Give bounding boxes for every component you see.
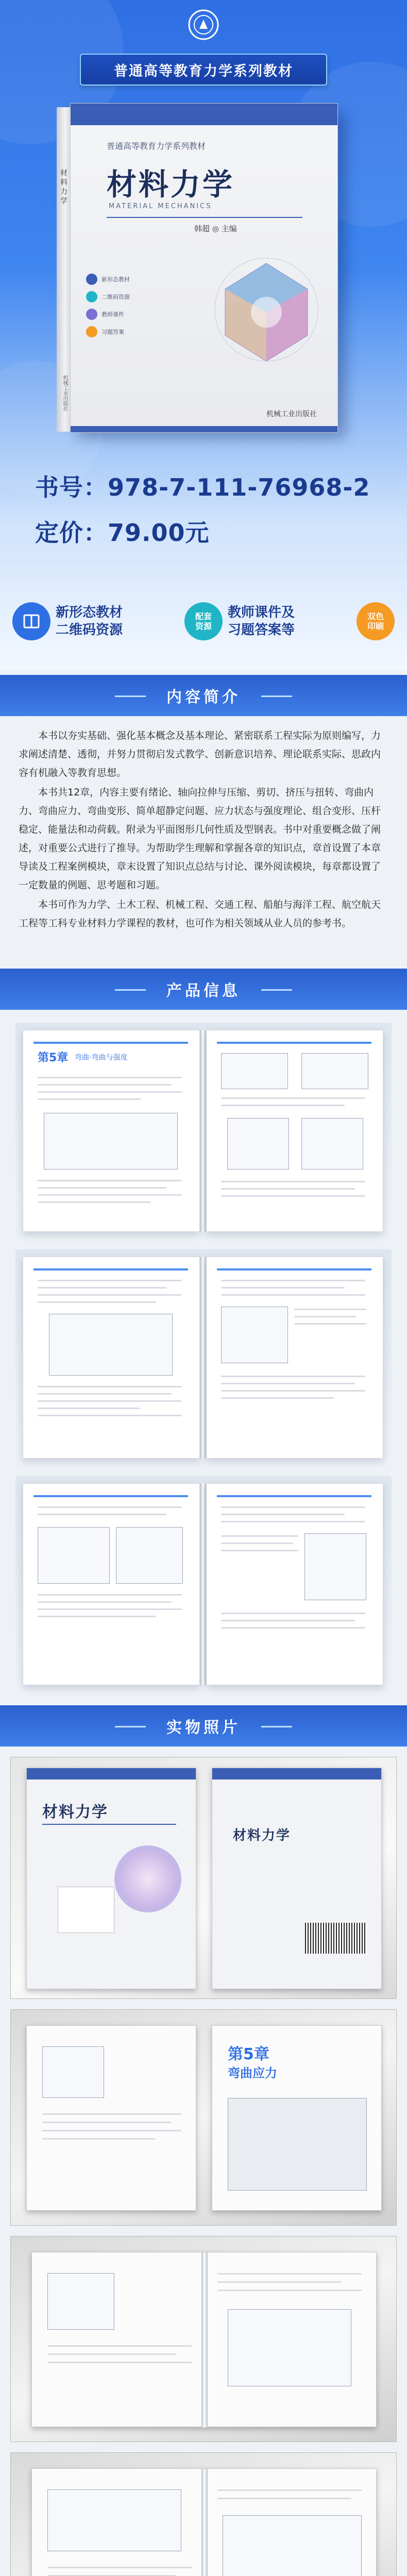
feature-two-color bbox=[357, 602, 395, 640]
photo-section-header bbox=[0, 1705, 407, 1747]
feature-row bbox=[12, 587, 395, 655]
figure-illustration bbox=[49, 1314, 173, 1376]
photo-covers bbox=[10, 1757, 397, 1999]
page-spread-2 bbox=[15, 1249, 392, 1466]
resource-icon bbox=[86, 291, 97, 302]
photo-section-title: 实物照片 bbox=[146, 1715, 261, 1737]
product-section-title: 产品信息 bbox=[146, 978, 261, 1001]
cover-author: 韩超 ◎ 主编 bbox=[194, 224, 237, 233]
page-spread-1 bbox=[15, 1023, 392, 1239]
spread-page-right bbox=[206, 1483, 383, 1685]
photo-inner-pages-2 bbox=[10, 2236, 397, 2442]
spread-page-left bbox=[23, 1257, 200, 1459]
spread-page-right bbox=[206, 1257, 383, 1459]
book-icon bbox=[12, 602, 50, 640]
cover-title: 材料力学 bbox=[107, 167, 235, 202]
book-cover-image bbox=[57, 103, 350, 440]
cover-art bbox=[114, 1845, 181, 1912]
photo-front-cover bbox=[26, 1768, 196, 1989]
series-banner: 普通高等教育力学系列教材 bbox=[80, 54, 327, 86]
resource-badge: 配套 资源 bbox=[184, 602, 223, 640]
publisher-logo-icon bbox=[187, 8, 220, 41]
photo-open-book bbox=[31, 2252, 377, 2427]
photo-page bbox=[26, 2025, 196, 2211]
cover-art-polyhedron bbox=[199, 248, 333, 371]
spread-page-left bbox=[23, 1483, 200, 1685]
figure-illustration bbox=[44, 1113, 178, 1170]
intro-body bbox=[19, 726, 388, 934]
chapter-subtitle: 弯曲·弯曲与强度 bbox=[75, 1054, 128, 1062]
page-spread-3 bbox=[15, 1476, 392, 1692]
product-section-header bbox=[0, 969, 407, 1010]
intro-paragraph: 本书以夯实基础、强化基本概念及基本理论、紧密联系工程实际为原则编写，力求阐述清楚、透彻，并努力贯彻启发式教学、创新意识培养、理论联系实际、思政内容有机融入等教育思想。 bbox=[19, 730, 381, 778]
spine-title: 材料力学 bbox=[59, 169, 67, 206]
cover-subtitle: MATERIAL MECHANICS bbox=[109, 202, 212, 210]
book-cover-front bbox=[70, 103, 338, 433]
cover-publisher: 机械工业出版社 bbox=[266, 410, 317, 418]
cover-feature-icons: 新形态教材 二维码资源 教师课件 习题答案 bbox=[86, 274, 179, 344]
intro-paragraph: 本书可作为力学、土木工程、机械工程、交通工程、船舶与海洋工程、航空航天工程等工科专业材料力学课程的教材，也可作为相关领域从业人员的参考书。 bbox=[19, 899, 381, 929]
slides-icon bbox=[86, 309, 97, 320]
spread-page-left bbox=[23, 1030, 200, 1232]
isbn: 书号：978-7-111-76968-2 bbox=[35, 473, 370, 501]
price: 定价：79.00元 bbox=[35, 519, 210, 547]
spine-publisher: 机械工业出版社 bbox=[62, 375, 67, 411]
photo-cover-title: 材料力学 bbox=[42, 1803, 108, 1821]
cover-series: 普通高等教育力学系列教材 bbox=[107, 141, 206, 151]
photo-inner-pages-1 bbox=[10, 2009, 397, 2226]
photo-chapter-subtitle: 弯曲应力 bbox=[228, 2066, 277, 2080]
intro-section-title: 内容简介 bbox=[146, 684, 261, 707]
book-info bbox=[35, 469, 370, 548]
photo-back-cover bbox=[212, 1768, 382, 1989]
feature-resources: 配套 资源 教师课件及 习题答案等 bbox=[184, 602, 295, 640]
photo-chapter-title: 第5章 bbox=[228, 2045, 269, 2063]
portrait-figure bbox=[304, 1533, 366, 1600]
intro-paragraph: 本书共12章，内容主要有绪论、轴向拉伸与压缩、剪切、挤压与扭转、弯曲内力、弯曲应力、弯曲变形、简单超静定问题、应力状态与强度理论、组合变形、压杆稳定、能量法和动荷载。附录为平面图形几何性质及型钢表。书中对重要概念做了阐述，对重要公式进行了推导。为帮助学生理解和掌握各章的知识点，章首设置了本章导读及工程案例模块，章末设置了知识点总结与讨论、课外阅读模块，每章都设置了一定数量的例题、思考题和习题。 bbox=[19, 787, 381, 891]
two-color-badge: 双色 印刷 bbox=[357, 602, 395, 640]
figure-illustration bbox=[221, 1307, 288, 1363]
figure-illustration bbox=[301, 1118, 363, 1170]
figure-illustration bbox=[221, 1053, 288, 1089]
inserted-card bbox=[58, 1887, 114, 1933]
photo-chapter-page bbox=[212, 2025, 382, 2211]
figure-illustration bbox=[38, 1527, 110, 1584]
intro-section-header bbox=[0, 675, 407, 716]
barcode bbox=[305, 1923, 367, 1954]
answer-icon bbox=[86, 326, 97, 337]
photo-back-title: 材料力学 bbox=[233, 1828, 291, 1843]
feature-new-form: 新形态教材 二维码资源 bbox=[12, 602, 123, 640]
figure-illustration bbox=[116, 1527, 183, 1584]
chapter-label: 第5章 bbox=[38, 1052, 69, 1064]
photo-open-book bbox=[31, 2468, 377, 2576]
qr-icon bbox=[86, 274, 97, 285]
photo-inner-pages-3 bbox=[10, 2452, 397, 2576]
spread-page-right bbox=[206, 1030, 383, 1232]
figure-illustration bbox=[227, 1118, 289, 1170]
book-spine bbox=[57, 107, 70, 432]
hero-banner bbox=[0, 0, 407, 670]
figure-illustration bbox=[301, 1053, 368, 1089]
